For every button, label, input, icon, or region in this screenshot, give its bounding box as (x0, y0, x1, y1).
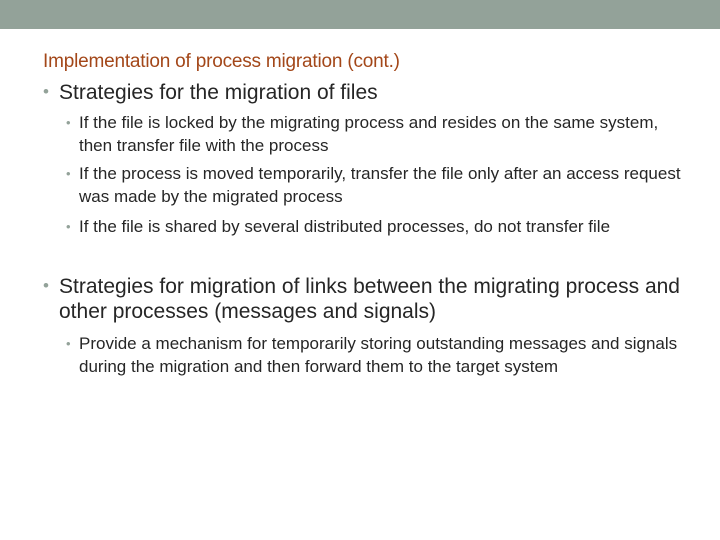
bullet-text: Strategies for migration of links between the migrating process and other processes (messages and signals) (59, 275, 680, 323)
sub-bullet-item (66, 332, 689, 378)
slide-header-bar (0, 0, 720, 29)
bullet-text: Strategies for the migration of files (59, 81, 378, 104)
sub-bullet-text: If the file is locked by the migrating process and resides on the same system, then transfer file with the process (79, 113, 659, 155)
sub-bullet-item (66, 111, 689, 157)
bullet-icon: • (66, 115, 71, 130)
bullet-icon: • (43, 82, 49, 101)
sub-bullet-item (66, 162, 689, 208)
sub-bullet-text: Provide a mechanism for temporarily storing outstanding messages and signals during the migration and then forward them to the target system (79, 334, 678, 376)
bullet-icon: • (66, 166, 71, 181)
bullet-icon: • (66, 336, 71, 351)
bullet-item-files (43, 80, 699, 105)
sub-bullet-text: If the process is moved temporarily, transfer the file only after an access request was made by the migrated process (79, 164, 681, 206)
bullet-icon: • (43, 276, 49, 295)
sub-bullet-text: If the file is shared by several distributed processes, do not transfer file (79, 217, 611, 236)
bullet-item-links (43, 274, 699, 324)
bullet-icon: • (66, 219, 71, 234)
sub-bullet-item (66, 215, 689, 238)
slide-title: Implementation of process migration (cont.) (43, 51, 400, 72)
